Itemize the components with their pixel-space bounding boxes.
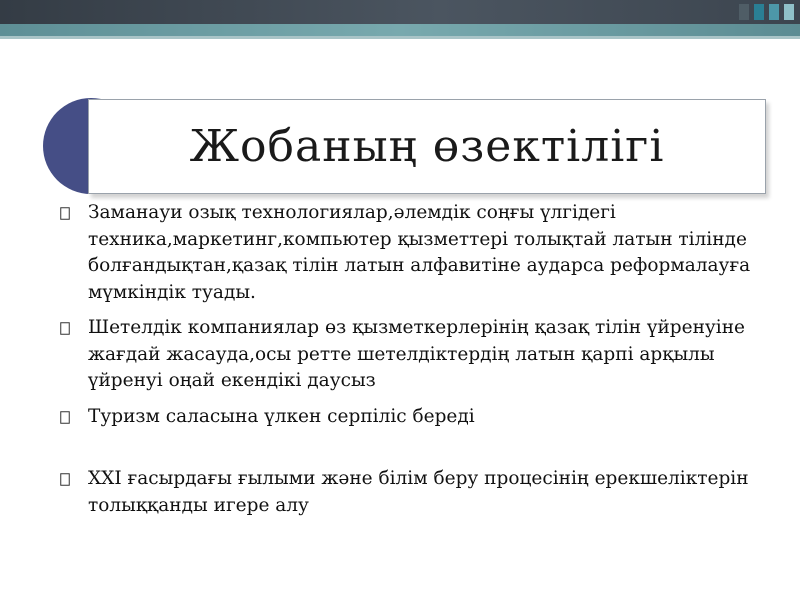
title-box bbox=[88, 99, 766, 194]
hollow-square-bullet-icon bbox=[60, 207, 70, 220]
hollow-square-bullet-icon bbox=[60, 322, 70, 335]
bullet-text: XXI ғасырдағы ғылыми және білім беру процесінің ерекшеліктерін толыққанды игере алу bbox=[88, 468, 749, 516]
teal-decor-stripe bbox=[0, 24, 800, 36]
bullet-list bbox=[58, 200, 758, 519]
hollow-square-bullet-icon bbox=[60, 411, 70, 424]
bullet-item bbox=[58, 404, 758, 431]
bullet-item bbox=[58, 315, 758, 395]
accent-square-icon bbox=[769, 4, 779, 20]
bullet-text: Туризм саласына үлкен серпіліс береді bbox=[88, 405, 475, 427]
bullet-text: Заманауи озық технологиялар,әлемдік соңғы үлгідегі техника,маркетинг,компьютер қызметтері толықтай латын тілінде болғандықтан,қазақ тілін латын алфавитіне аударса реформалауға мүмкіндік туады. bbox=[88, 202, 751, 303]
bullet-item bbox=[58, 466, 758, 519]
accent-square-icon bbox=[784, 4, 794, 20]
hollow-square-bullet-icon bbox=[60, 473, 70, 486]
thin-decor-stripe bbox=[0, 36, 800, 39]
bullet-item bbox=[58, 200, 758, 306]
top-decor-bar bbox=[0, 0, 800, 24]
slide-title: Жобаның өзектілігі bbox=[189, 121, 665, 172]
accent-square-icon bbox=[739, 4, 749, 20]
accent-squares bbox=[739, 4, 794, 20]
accent-square-icon bbox=[754, 4, 764, 20]
bullet-text: Шетелдік компаниялар өз қызметкерлерінің қазақ тілін үйренуіне жағдай жасауда,осы ретте шетелдіктердің латын қарпі арқылы үйренуі оңай екендікі даусыз bbox=[88, 317, 746, 391]
